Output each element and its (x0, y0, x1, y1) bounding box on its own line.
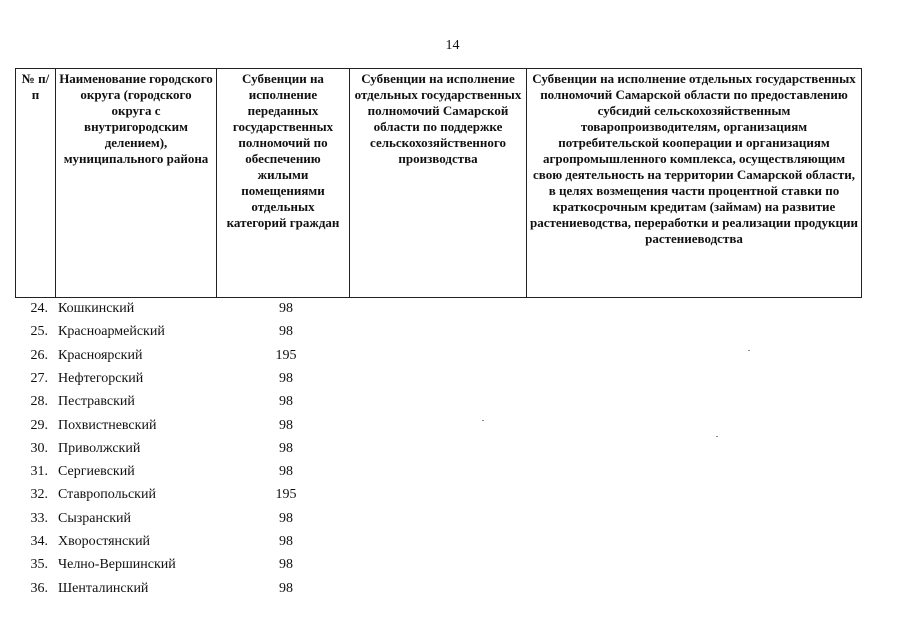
municipality-name: Нефтегорский (58, 370, 144, 386)
table-row (0, 484, 905, 506)
scan-speck (482, 420, 484, 421)
row-number: 36. (30, 580, 48, 596)
table-row (0, 578, 905, 600)
municipality-name: Пестравский (58, 394, 135, 410)
municipality-name: Шенталинский (58, 580, 149, 596)
table-row (0, 531, 905, 553)
table-row (0, 461, 905, 483)
municipality-name: Красноармейский (58, 324, 165, 340)
table-row (0, 391, 905, 413)
housing-subvention-value: 98 (279, 440, 293, 456)
row-number: 25. (30, 324, 48, 340)
row-number: 24. (30, 301, 48, 316)
municipality-name: Красноярский (58, 347, 143, 363)
table-row (0, 508, 905, 530)
table-row (0, 298, 905, 320)
municipality-name: Хворостянский (58, 534, 151, 549)
row-number: 32. (30, 487, 48, 503)
row-number: 27. (30, 370, 48, 386)
housing-subvention-value: 98 (279, 557, 293, 573)
subsidy-table-header (15, 68, 862, 298)
housing-subvention-value: 98 (279, 534, 293, 549)
table-row (0, 415, 905, 437)
row-number: 29. (30, 417, 48, 433)
municipality-name: Сызранский (58, 510, 131, 526)
header-municipality-name: Наименование городского округа (городского округа с внутригородским делением), муниципального района (56, 69, 217, 298)
municipality-name: Похвистневский (58, 417, 157, 433)
row-number: 31. (30, 464, 48, 480)
housing-subvention-value: 195 (275, 487, 297, 503)
housing-subvention-value: 98 (279, 580, 293, 596)
table-row (0, 554, 905, 576)
housing-subvention-value: 98 (279, 370, 293, 386)
header-crop-credit-subvention: Субвенции на исполнение отдельных государственных полномочий Самарской области по предоставлению субсидий сельскохозяйственным товаропроизводителям, организациям потребительской кооперации и организациям агропромышленного комплекса, осуществляющим свою деятельность на территории Самарской области, в целях возмещения части процентной ставки по краткосрочным кредитам (займам) на развитие растениеводства, переработки и реализации продукции растениеводства (527, 69, 862, 298)
row-number: 34. (30, 534, 48, 549)
row-number: 28. (30, 394, 48, 410)
row-number: 33. (30, 510, 48, 526)
table-row (0, 368, 905, 390)
municipality-name: Кошкинский (58, 301, 135, 316)
header-number: № п/п (16, 69, 56, 298)
municipality-name: Приволжский (58, 440, 141, 456)
housing-subvention-value: 98 (279, 464, 293, 480)
row-number: 35. (30, 557, 48, 573)
table-row (0, 321, 905, 343)
scan-speck (716, 436, 718, 437)
housing-subvention-value: 98 (279, 417, 293, 433)
table-row (0, 345, 905, 367)
housing-subvention-value: 98 (279, 301, 293, 316)
municipality-name: Ставропольский (58, 487, 156, 503)
municipality-name: Сергиевский (58, 464, 135, 480)
row-number: 30. (30, 440, 48, 456)
housing-subvention-value: 98 (279, 394, 293, 410)
row-number: 26. (30, 347, 48, 363)
page-number: 14 (445, 38, 460, 53)
header-housing-subvention: Субвенции на исполнение переданных государственных полномочий по обеспечению жилыми помещениями отдельных категорий граждан (217, 69, 350, 298)
housing-subvention-value: 98 (279, 324, 293, 340)
scan-speck (748, 350, 750, 351)
table-row (0, 438, 905, 460)
housing-subvention-value: 195 (275, 347, 297, 363)
housing-subvention-value: 98 (279, 510, 293, 526)
municipality-name: Челно-Вершинский (58, 557, 176, 573)
header-agriculture-subvention: Субвенции на исполнение отдельных государственных полномочий Самарской области по поддержке сельскохозяйственного производства (350, 69, 527, 298)
